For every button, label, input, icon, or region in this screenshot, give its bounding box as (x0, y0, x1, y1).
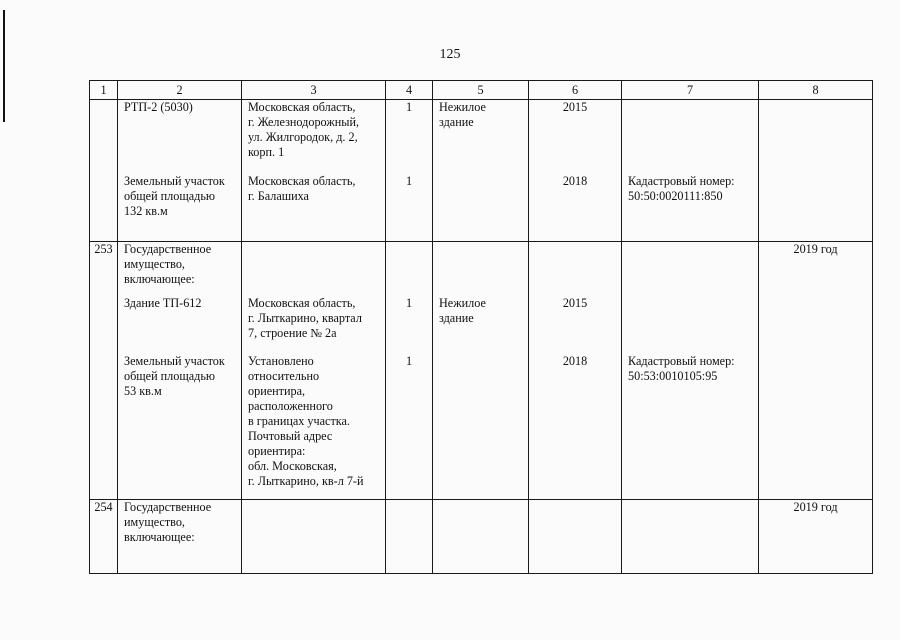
col8-cell (759, 242, 873, 500)
address-cell (242, 242, 386, 500)
name-cell (118, 242, 242, 500)
num-cell (90, 100, 118, 242)
item-year: 2015 (562, 100, 588, 114)
name-cell (118, 500, 242, 574)
header-col-3: 3 (242, 81, 386, 100)
table-row-253 (90, 242, 873, 500)
item-type: Нежилое здание (439, 296, 486, 325)
year-note: 2019 год (793, 500, 838, 514)
table-row-254 (90, 500, 873, 574)
item-type: Нежилое здание (439, 100, 486, 129)
header-col-5: 5 (433, 81, 529, 100)
item-name: Земельный участок общей площадью 132 кв.м (124, 174, 225, 218)
header-col-4: 4 (386, 81, 433, 100)
table-row-group-a (90, 100, 873, 242)
item-note: Кадастровый номер: 50:53:0010105:95 (628, 354, 735, 383)
page-number: 125 (439, 47, 461, 62)
header-col-8: 8 (759, 81, 873, 100)
num-cell (90, 242, 118, 500)
header-row (90, 81, 873, 100)
col8-cell (759, 100, 873, 242)
item-name: Земельный участок общей площадью 53 кв.м (124, 354, 225, 398)
item-qty: 1 (405, 100, 413, 114)
item-qty: 1 (405, 174, 413, 188)
name-cell (118, 100, 242, 242)
margin-bar (3, 10, 5, 122)
note-cell (622, 100, 759, 242)
type-cell (433, 100, 529, 242)
item-note: Кадастровый номер: 50:50:0020111:850 (628, 174, 735, 203)
header-col-1: 1 (90, 81, 118, 100)
qty-cell (386, 500, 433, 574)
item-name: Здание ТП-612 (124, 296, 202, 310)
item-year: 2018 (562, 354, 588, 368)
register-table (89, 80, 873, 574)
qty-cell (386, 100, 433, 242)
address-cell (242, 500, 386, 574)
item-name: РТП-2 (5030) (124, 100, 193, 114)
item-address: Московская область, г. Железнодорожный, ул. Жилгородок, д. 2, корп. 1 (248, 100, 360, 159)
item-address: Установлено относительно ориентира, расположенного в границах участка. Почтовый адрес ориентира: обл. Московская, г. Лыткарино, кв-л 7-й (248, 354, 364, 488)
year-cell (529, 500, 622, 574)
item-address: Московская область, г. Лыткарино, квартал 7, строение № 2а (248, 296, 362, 340)
item-year: 2018 (562, 174, 588, 188)
year-cell (529, 100, 622, 242)
row-number: 254 (94, 500, 113, 514)
year-note: 2019 год (793, 242, 838, 256)
item-address: Московская область, г. Балашиха (248, 174, 356, 203)
num-cell (90, 500, 118, 574)
item-qty: 1 (405, 296, 413, 310)
year-cell (529, 242, 622, 500)
header-col-7: 7 (622, 81, 759, 100)
header-col-2: 2 (118, 81, 242, 100)
type-cell (433, 242, 529, 500)
qty-cell (386, 242, 433, 500)
row-number: 253 (94, 242, 113, 256)
type-cell (433, 500, 529, 574)
group-title: Государственное имущество, включающее: (124, 242, 212, 286)
address-cell (242, 100, 386, 242)
group-title: Государственное имущество, включающее: (124, 500, 212, 544)
note-cell (622, 242, 759, 500)
col8-cell (759, 500, 873, 574)
note-cell (622, 500, 759, 574)
item-qty: 1 (405, 354, 413, 368)
header-col-6: 6 (529, 81, 622, 100)
item-year: 2015 (562, 296, 588, 310)
